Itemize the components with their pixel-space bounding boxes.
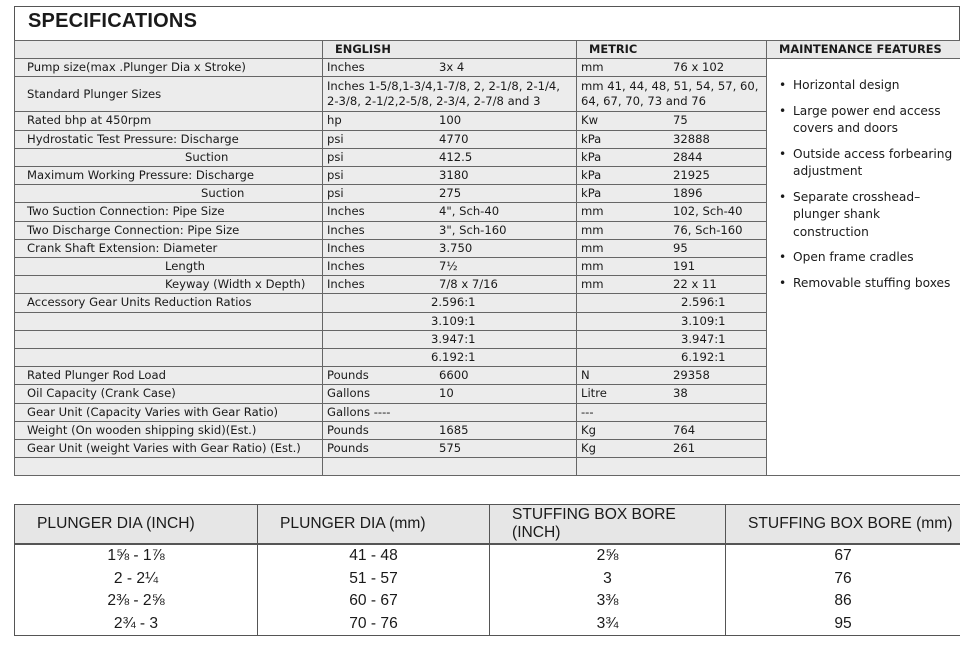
spec-label: Gear Unit (weight Varies with Gear Ratio) (Est.) <box>15 440 323 458</box>
spec-label <box>15 312 323 330</box>
gear-ratio-english: 6.192:1 <box>323 349 577 367</box>
english-unit-cell <box>323 148 577 166</box>
english-unit-cell <box>323 221 577 239</box>
metric-unit: N <box>581 368 590 383</box>
blank-header <box>15 41 323 59</box>
english-value: 412.5 <box>439 149 473 164</box>
metric-value: 261 <box>673 441 696 456</box>
metric-value: 1896 <box>673 186 703 201</box>
spec-label <box>15 349 323 367</box>
spec-label: Two Suction Connection: Pipe Size <box>15 203 323 221</box>
metric-value: 102, Sch-40 <box>673 204 743 219</box>
spec-label: Hydrostatic Test Pressure: Discharge <box>15 130 323 148</box>
plunger-cell: 2⅜ - 2⅝ <box>15 590 258 613</box>
metric-value: 76 x 102 <box>673 60 725 75</box>
metric-unit-cell <box>577 112 767 130</box>
spec-label: Oil Capacity (Crank Case) <box>15 385 323 403</box>
gear-ratio-english: 2.596:1 <box>323 294 577 312</box>
english-unit: Inches <box>327 204 365 219</box>
metric-unit-cell <box>577 167 767 185</box>
metric-unit: Litre <box>581 386 607 401</box>
maintenance-feature-item: • Separate crosshead–plunger shank construction <box>777 189 956 242</box>
specs-header-row <box>15 41 960 59</box>
plunger-header-cell: PLUNGER DIA (INCH) <box>15 505 258 545</box>
maintenance-features-list <box>777 77 956 292</box>
english-value: 3x 4 <box>439 60 465 75</box>
spec-label: Rated bhp at 450rpm <box>15 112 323 130</box>
english-value: Inches 1-5/8,1-3/4,1-7/8, 2, 2-1/8, 2-1/4, 2-3/8, 2-1/2,2-5/8, 2-3/4, 2-7/8 and 3 <box>323 77 577 112</box>
english-value: 3", Sch-160 <box>439 222 507 237</box>
english-value: 4770 <box>439 131 469 146</box>
metric-header: METRIC <box>577 41 767 59</box>
metric-value: 95 <box>673 240 688 255</box>
metric-value: 2844 <box>673 149 703 164</box>
plunger-cell: 41 - 48 <box>258 544 490 568</box>
gear-ratio-metric: 6.192:1 <box>577 349 767 367</box>
maintenance-feature-item: • Open frame cradles <box>777 249 956 267</box>
plunger-cell: 70 - 76 <box>258 613 490 636</box>
spec-label: Standard Plunger Sizes <box>15 77 323 112</box>
english-unit-cell <box>323 421 577 439</box>
spec-label: Keyway (Width x Depth) <box>15 276 323 294</box>
plunger-cell: 2⅝ <box>490 544 726 568</box>
spec-label: Maximum Working Pressure: Discharge <box>15 167 323 185</box>
metric-unit: kPa <box>581 186 602 201</box>
metric-value: mm 41, 44, 48, 51, 54, 57, 60, 64, 67, 70, 73 and 76 <box>577 77 767 112</box>
metric-unit-cell <box>577 185 767 203</box>
english-unit: Gallons ---- <box>327 404 391 419</box>
english-unit-cell <box>323 130 577 148</box>
plunger-header-cell: STUFFING BOX BORE (INCH) <box>490 505 726 545</box>
english-unit: hp <box>327 113 342 128</box>
english-value: 100 <box>439 113 462 128</box>
english-unit: Inches <box>327 222 365 237</box>
plunger-row <box>15 613 960 636</box>
plunger-cell: 76 <box>726 568 960 591</box>
english-unit: Inches <box>327 259 365 274</box>
gear-ratio-english: 3.947:1 <box>323 330 577 348</box>
english-unit: Pounds <box>327 441 369 456</box>
plunger-header-cell: PLUNGER DIA (mm) <box>258 505 490 545</box>
metric-unit-cell <box>577 421 767 439</box>
english-unit-cell <box>323 403 577 421</box>
metric-unit: kPa <box>581 149 602 164</box>
spec-label: Suction <box>15 148 323 166</box>
metric-value: 22 x 11 <box>673 277 717 292</box>
metric-unit: Kg <box>581 441 596 456</box>
metric-unit: mm <box>581 240 604 255</box>
metric-value: 764 <box>673 422 696 437</box>
maintenance-header: MAINTENANCE FEATURES <box>767 41 960 59</box>
plunger-row <box>15 568 960 591</box>
spec-label: Rated Plunger Rod Load <box>15 367 323 385</box>
english-unit-cell <box>323 385 577 403</box>
specifications-table <box>14 40 960 476</box>
spec-label: Weight (On wooden shipping skid)(Est.) <box>15 421 323 439</box>
metric-unit-cell <box>577 276 767 294</box>
english-unit-cell <box>323 440 577 458</box>
spec-label: Gear Unit (Capacity Varies with Gear Ratio) <box>15 403 323 421</box>
plunger-cell: 1⅝ - 1⅞ <box>15 544 258 568</box>
metric-value: 75 <box>673 113 688 128</box>
english-unit-cell <box>323 458 577 476</box>
plunger-cell: 95 <box>726 613 960 636</box>
english-value: 275 <box>439 186 462 201</box>
maintenance-feature-item: • Outside access forbearing adjustment <box>777 146 956 181</box>
metric-value: 38 <box>673 386 688 401</box>
english-unit: Inches <box>327 60 365 75</box>
english-unit-cell <box>323 59 577 77</box>
gear-ratio-metric: 2.596:1 <box>577 294 767 312</box>
metric-value: 191 <box>673 259 696 274</box>
metric-value: 32888 <box>673 131 710 146</box>
plunger-row <box>15 544 960 568</box>
english-header: ENGLISH <box>323 41 577 59</box>
spec-label: Length <box>15 258 323 276</box>
maintenance-features-cell <box>767 59 960 476</box>
english-unit: psi <box>327 186 344 201</box>
english-unit-cell <box>323 167 577 185</box>
spec-label: Pump size(max .Plunger Dia x Stroke) <box>15 59 323 77</box>
english-value: 575 <box>439 441 462 456</box>
metric-unit-cell <box>577 258 767 276</box>
english-value: 6600 <box>439 368 469 383</box>
plunger-cell: 67 <box>726 544 960 568</box>
spec-label <box>15 330 323 348</box>
english-unit: Inches <box>327 240 365 255</box>
metric-unit: mm <box>581 204 604 219</box>
plunger-dimension-table <box>14 504 960 636</box>
english-value: 1685 <box>439 422 469 437</box>
english-unit-cell <box>323 258 577 276</box>
english-unit-cell <box>323 112 577 130</box>
metric-unit: mm <box>581 259 604 274</box>
metric-unit-cell <box>577 458 767 476</box>
metric-unit: Kw <box>581 113 599 128</box>
english-unit-cell <box>323 185 577 203</box>
english-value: 3180 <box>439 168 469 183</box>
spec-label <box>15 458 323 476</box>
maintenance-feature-item: • Large power end access covers and doors <box>777 103 956 138</box>
english-unit: psi <box>327 149 344 164</box>
metric-unit: kPa <box>581 168 602 183</box>
plunger-cell: 3¾ <box>490 613 726 636</box>
metric-unit: mm <box>581 60 604 75</box>
plunger-cell: 2¾ - 3 <box>15 613 258 636</box>
english-unit: Pounds <box>327 368 369 383</box>
metric-unit-cell <box>577 148 767 166</box>
english-value: 7½ <box>439 259 458 274</box>
page-title: SPECIFICATIONS <box>28 10 198 32</box>
gear-ratio-english: 3.109:1 <box>323 312 577 330</box>
spec-label: Crank Shaft Extension: Diameter <box>15 239 323 257</box>
plunger-cell: 60 - 67 <box>258 590 490 613</box>
english-unit: Gallons <box>327 386 371 401</box>
metric-unit-cell <box>577 59 767 77</box>
english-value: 4", Sch-40 <box>439 204 500 219</box>
plunger-header-row <box>15 505 960 545</box>
plunger-cell: 2 - 2¼ <box>15 568 258 591</box>
metric-value: 29358 <box>673 368 710 383</box>
gear-ratio-metric: 3.109:1 <box>577 312 767 330</box>
metric-unit-cell <box>577 403 767 421</box>
english-unit: Pounds <box>327 422 369 437</box>
plunger-cell: 3 <box>490 568 726 591</box>
plunger-cell: 51 - 57 <box>258 568 490 591</box>
spec-label: Accessory Gear Units Reduction Ratios <box>15 294 323 312</box>
metric-unit-cell <box>577 440 767 458</box>
metric-unit: kPa <box>581 131 602 146</box>
english-value: 10 <box>439 386 454 401</box>
metric-value: 76, Sch-160 <box>673 222 743 237</box>
plunger-header-cell: STUFFING BOX BORE (mm) <box>726 505 960 545</box>
spec-label: Suction <box>15 185 323 203</box>
plunger-cell: 86 <box>726 590 960 613</box>
spec-row <box>15 59 960 77</box>
metric-unit: --- <box>581 404 594 419</box>
metric-unit-cell <box>577 239 767 257</box>
metric-unit-cell <box>577 203 767 221</box>
english-unit-cell <box>323 276 577 294</box>
plunger-cell: 3⅜ <box>490 590 726 613</box>
plunger-row <box>15 590 960 613</box>
maintenance-feature-item: • Horizontal design <box>777 77 956 95</box>
english-unit-cell <box>323 367 577 385</box>
english-unit-cell <box>323 239 577 257</box>
metric-unit-cell <box>577 385 767 403</box>
metric-unit: mm <box>581 222 604 237</box>
maintenance-feature-item: • Removable stuffing boxes <box>777 275 956 293</box>
metric-unit: Kg <box>581 422 596 437</box>
metric-unit-cell <box>577 221 767 239</box>
metric-unit-cell <box>577 130 767 148</box>
metric-unit-cell <box>577 367 767 385</box>
english-unit: Inches <box>327 277 365 292</box>
english-unit: psi <box>327 168 344 183</box>
english-unit-cell <box>323 203 577 221</box>
metric-value: 21925 <box>673 168 710 183</box>
gear-ratio-metric: 3.947:1 <box>577 330 767 348</box>
english-unit: psi <box>327 131 344 146</box>
metric-unit: mm <box>581 277 604 292</box>
english-value: 3.750 <box>439 240 473 255</box>
spec-label: Two Discharge Connection: Pipe Size <box>15 221 323 239</box>
english-value: 7/8 x 7/16 <box>439 277 498 292</box>
